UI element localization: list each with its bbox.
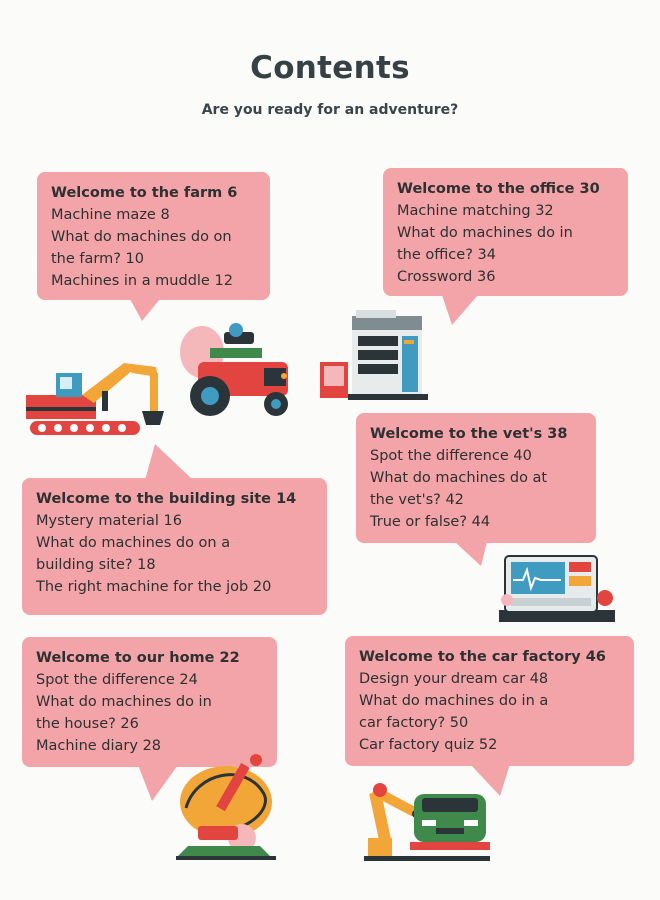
tractor-illustration [180,322,298,420]
carfactory-bubble [345,636,634,766]
excavator-illustration [24,355,166,437]
vets-item[interactable]: the vet's? 42 [370,492,464,508]
photocopier-illustration [320,310,432,400]
page-title: Contents [250,50,410,86]
farm-item[interactable]: the farm? 10 [51,251,144,267]
farm-bubble [37,172,270,300]
building-bubble [22,478,327,615]
office-item[interactable]: the office? 34 [397,247,496,263]
farm-heading[interactable]: Welcome to the farm 6 [51,185,238,201]
building-item[interactable]: Mystery material 16 [36,513,182,529]
office-item[interactable]: Machine matching 32 [397,203,554,219]
building-item[interactable]: The right machine for the job 20 [36,579,272,595]
building-heading[interactable]: Welcome to the building site 14 [36,491,297,507]
home-item[interactable]: the house? 26 [36,716,139,732]
office-item[interactable]: What do machines do in [397,225,573,241]
carfactory-item[interactable]: Car factory quiz 52 [359,737,498,753]
home-item[interactable]: Spot the difference 24 [36,672,198,688]
farm-bubble-tail [130,299,160,321]
farm-item[interactable]: What do machines do on [51,229,232,245]
vets-item[interactable]: Spot the difference 40 [370,448,532,464]
home-heading[interactable]: Welcome to our home 22 [36,650,240,666]
robot-vacuum-illustration [176,752,278,860]
building-item[interactable]: building site? 18 [36,557,156,573]
vets-heading[interactable]: Welcome to the vet's 38 [370,426,568,442]
carfactory-item[interactable]: car factory? 50 [359,715,469,731]
page-subtitle: Are you ready for an adventure? [201,102,459,118]
home-bubble-tail [138,765,178,801]
vets-item[interactable]: True or false? 44 [370,514,491,530]
carfactory-heading[interactable]: Welcome to the car factory 46 [359,649,606,665]
carfactory-item[interactable]: What do machines do in a [359,693,549,709]
farm-item[interactable]: Machines in a muddle 12 [51,273,233,289]
farm-item[interactable]: Machine maze 8 [51,207,170,223]
home-item[interactable]: Machine diary 28 [36,738,162,754]
vets-bubble [356,413,596,543]
building-item[interactable]: What do machines do on a [36,535,231,551]
carfactory-item[interactable]: Design your dream car 48 [359,671,549,687]
home-bubble [22,637,277,767]
office-item[interactable]: Crossword 36 [397,269,496,285]
office-heading[interactable]: Welcome to the office 30 [397,181,600,197]
office-bubble-tail [442,295,478,325]
office-bubble [383,168,628,296]
vets-item[interactable]: What do machines do at [370,470,548,486]
building-bubble-tail [145,444,193,480]
vets-bubble-tail [455,542,487,566]
home-item[interactable]: What do machines do in [36,694,212,710]
car-factory-robot-illustration [360,772,490,862]
vet-monitor-illustration [495,552,617,624]
